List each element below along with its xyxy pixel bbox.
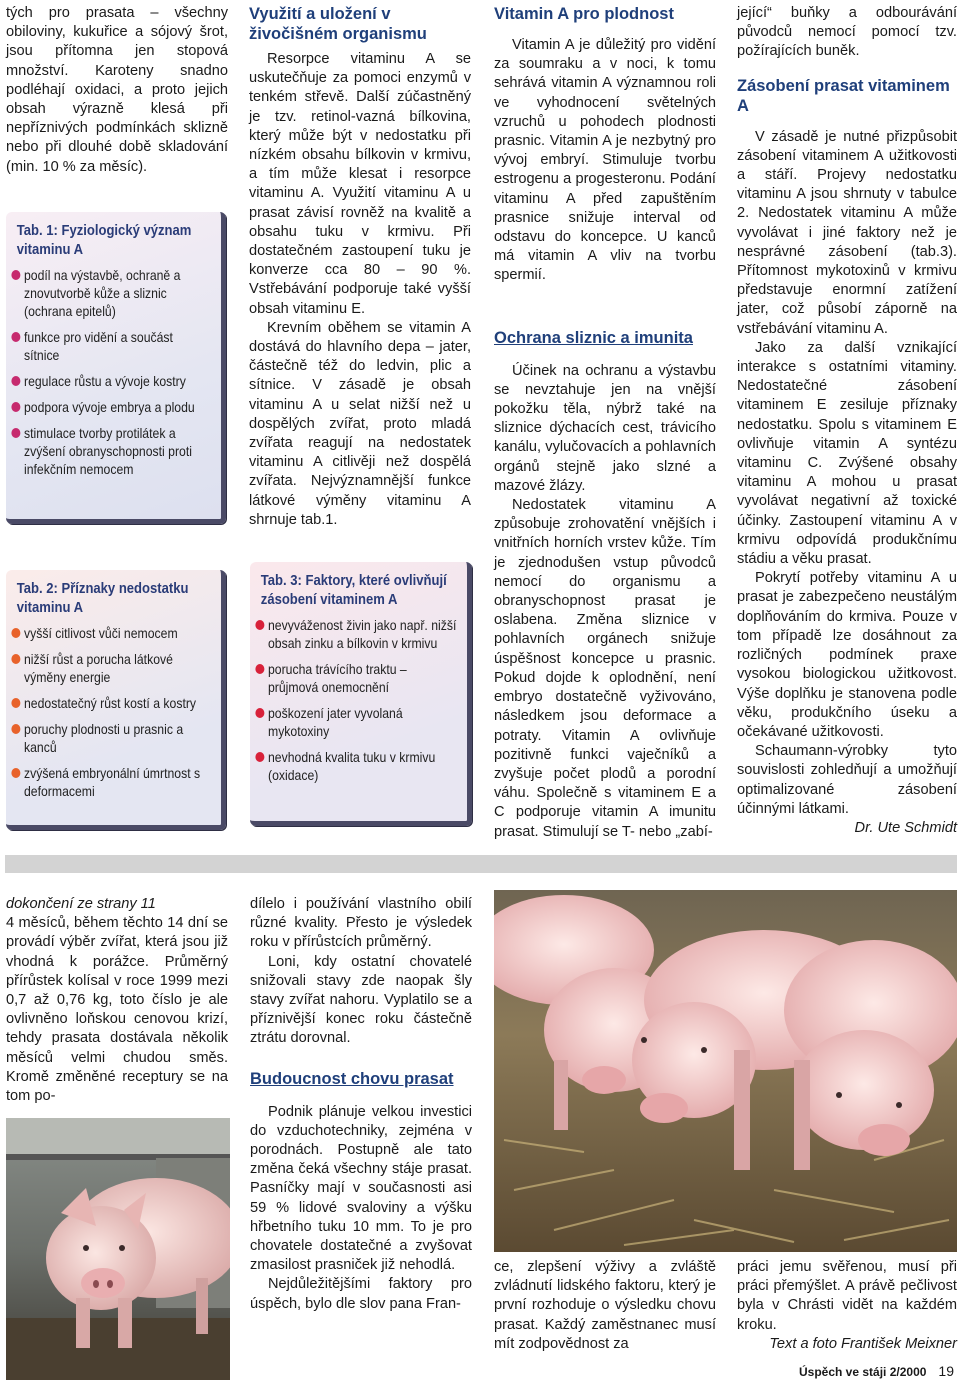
- list-item: regulace růstu a vývoje kostry: [24, 373, 211, 391]
- list-item: podpora vývoje embrya a plodu: [24, 399, 211, 417]
- bullet-dot-icon: [11, 332, 20, 342]
- list-item: stimulace tvorby protilátek a zvýšení obranyschopnosti proti infekčním nemocem: [24, 425, 211, 479]
- table-3-list: [250, 617, 467, 785]
- photo-credit: Text a foto František Meixner: [769, 1335, 957, 1352]
- list-item: poškození jater vyvolaná mykotoxiny: [268, 705, 457, 741]
- paragraph: dílelo i používání vlastního obilí různé kvality. Přesto je výsledek roku v přírůstcích průměrný.: [250, 896, 472, 951]
- paragraph: Účinek na ochranu a výstavbu se nevztahuje jen na vnější pokožku těla, nýbrž také na sliznice dýchacích cest, trávicího kanálu, vylučovacích a pohlavních orgánů stejně jako slzné a mazové žlázy.: [494, 362, 716, 494]
- journal-name: Úspěch ve stáji 2/2000: [799, 1365, 927, 1379]
- table-3-box: [250, 562, 472, 826]
- table-1-box: [6, 212, 226, 524]
- column-1-text: [6, 4, 228, 177]
- bottom-column-4-text: [737, 1258, 957, 1354]
- column-4-text: [737, 4, 957, 838]
- section-heading: Zásobení prasat vitaminem A: [737, 76, 950, 115]
- paragraph: Resorpce vitaminu A se uskutečňuje za pomoci enzymů v tenkém střevě. Další zúčastněný je tzv. retinol-vazná bílkovina, který může být v nedostatku při nízkém obsahu bílkovin v krmivu, a tím může klesat i resorpce vitaminu A. Využití vitaminu A u prasat závisí rovněž na kvalitě a obsahu tuku v krmivu. Při dostatečném zastoupení tuku je konverze cca 80 – 90 %. Vstřebávání podporuje také vyšší obsah vitaminu E.: [249, 51, 471, 317]
- paragraph: ce, zlepšení výživy a zvláště zvládnutí lidského faktoru, který je první rozhoduje o výsledku chovu prasat. Každý zaměstnanec musí mít zodpovědnost za: [494, 1259, 716, 1352]
- section-heading: Využití a uložení v živočišném organismu: [249, 5, 427, 43]
- bottom-column-3-text: [494, 1258, 716, 1354]
- paragraph: Nejdůležitějšími faktory pro úspěch, bylo dle slov pana Fran-: [250, 1276, 472, 1312]
- list-item: vyšší citlivost vůči nemocem: [24, 625, 211, 643]
- section-separator: [5, 855, 957, 873]
- bullet-dot-icon: [255, 620, 264, 630]
- bullet-dot-icon: [11, 270, 20, 280]
- paragraph: Podnik plánuje velkou investici do vzduchotechniky, zejména v porodnách. Postupně ale tato změna čeká všechny stáje prasat. Pasníčky mají v současnosti asi 59 % lidové svaloviny a výšku hřbetního tuku 10 mm. To je pro chovatele dostatečné a zvyšovat zmasilost prasniček již nehodlá.: [250, 1103, 472, 1274]
- bottom-column-2-text: [250, 895, 472, 1314]
- bullet-dot-icon: [11, 376, 20, 386]
- paragraph: práci jemu svěřenou, musí při práci přemýšlet. A právě pečlivost byla v Chrásti vidět na každém kroku.: [737, 1259, 957, 1333]
- paragraph: Krevním oběhem se vitamin A dostává do hlavního depa – jater, částečně též do ledvin, plic a sítnice. V zásadě je obsah vitaminu A u selat nižší než u dospělých zvířat, proto mladá zvířata reagují na nedostatek vitaminu A citlivěji než dospělá zvířata. Nejvýznamnější funkce látkové výměny vitaminu A shrnuje tab.1.: [249, 319, 471, 528]
- author-signature: Dr. Ute Schmidt: [854, 819, 957, 836]
- section-heading: Vitamin A pro plodnost: [494, 5, 674, 23]
- list-item: nedostatečný růst kostí a kostry: [24, 695, 211, 713]
- table-2-title: Tab. 2: Příznaky nedostatku vitaminu A: [16, 581, 189, 616]
- table-1-title: Tab. 1: Fyziologický význam vitaminu A: [16, 223, 192, 258]
- section-heading: Ochrana sliznic a imunita: [494, 328, 693, 347]
- list-item: zvýšená embryonální úmrtnost s deformacemi: [24, 765, 211, 801]
- page-footer: [799, 1363, 954, 1379]
- list-item: nevyváženost živin jako např. nižší obsah zinku a bílkovin v krmivu: [268, 617, 457, 653]
- paragraph: tých pro prasata – všechny obiloviny, kukuřice a sójový šrot, jsou přítomna jen stopová množství. Karoteny snadno podléhají oxidaci, a proto jejich obsah výrazně klesá při nepříznivých podmínkách sklizně nebo při dlouhé době skladování (min. 10 % za měsíc).: [6, 5, 228, 175]
- table-2-list: [6, 625, 221, 801]
- bullet-dot-icon: [11, 428, 20, 438]
- list-item: nižší růst a porucha látkové výměny energie: [24, 651, 211, 687]
- paragraph: Pokrytí potřeby vitaminu A u prasat je zabezpečeno neustálým doplňováním do krmiva. Pouze v tom případě lze dosáhnout za rozličných podmínek praxe vysokou biologickou užitkovost. Výše doplňku je stanovena podle věku, produkčního úseku a očekávané užitkovosti.: [737, 570, 957, 740]
- table-2-box: [6, 570, 226, 830]
- paragraph: Jako za další vznikající interakce s ostatními vitaminy. Nedostatečné zásobení vitaminem E zesiluje příznaky nedostatku. Spolu s vitaminem E ovlivňuje vitamin A syntézu vitaminu C. Zvýšené obsahy vitaminu A mohou u prasat vyvolávat negativní až toxické účinky. Zastoupení vitaminu A v krmivu odpovídá produkčnímu stádiu a věku prasat.: [737, 339, 957, 568]
- continued-from-note: dokončení ze strany 11: [6, 896, 156, 912]
- table-3-title: Tab. 3: Faktory, které ovlivňují zásobení vitaminem A: [260, 573, 447, 608]
- photo-piglets-on-straw: [494, 890, 957, 1252]
- bullet-dot-icon: [255, 752, 264, 762]
- bullet-dot-icon: [255, 708, 264, 718]
- bullet-dot-icon: [11, 724, 20, 734]
- column-3-text: [494, 4, 716, 842]
- paragraph: 4 měsíců, během těchto 14 dní se provádí výběr zvířat, která jsou již vhodná k porážce. Průměrný přírůstek kolísal v roce 1999 mezi 0,7 až 0,76 kg, toto číslo je ale ovlivněno loňskou cenovou krizí, tehdy prasata dostávala několik měsíců velmi chudou směs. Kromě změněné receptury se na tom po-: [6, 915, 228, 1105]
- bullet-dot-icon: [11, 628, 20, 638]
- section-heading: Budoucnost chovu prasat: [250, 1069, 454, 1088]
- list-item: porucha trávícího traktu – průjmová onemocnění: [268, 661, 457, 697]
- paragraph: Nedostatek vitaminu A způsobuje zrohovatění vnějších i vnitřních horních vrstev kůže. Tím je zjednodušen vstup původců nemocí do organismu a obranyschopnost prasat je oslabena. Změna sliznice v pohlavních orgánech snižuje úspěšnost koncepce u prasnic. Pokud dojde k oplodnění, není embryo dostatečně vyživováno, následkem jsou deformace a potraty. Vitamin A ovlivňuje pozitivně funkci vaječníků a zvyšuje počet plodů a porodní váhu. Společně s vitaminem E a C podporuje vitamin A imunitu prasat. Stimulují se T- nebo „zabí-: [494, 497, 716, 840]
- list-item: funkce pro vidění a součást sítnice: [24, 329, 211, 365]
- bullet-dot-icon: [11, 654, 20, 664]
- paragraph: Loni, kdy ostatní chovatelé snižovali stavy zde naopak šly stavy zvířat nahoru. Vyplatilo se a příznivější konec roku částečně ztrátu dorovnal.: [250, 953, 472, 1047]
- pig-photo-illustration: [6, 1118, 230, 1380]
- column-2-text: [249, 4, 471, 530]
- table-1-list: [6, 267, 221, 479]
- list-item: poruchy plodnosti u prasnic a kanců: [24, 721, 211, 757]
- page-number: 19: [938, 1363, 954, 1379]
- list-item: nevhodná kvalita tuku v krmivu (oxidace): [268, 749, 457, 785]
- paragraph: Vitamin A je důležitý pro vidění za soumraku a v noci, k tomu sehrává vitamin A významnou roli ve vyhodnocení světelných vzruchů u pohodech plodnosti prasnic. Vitamin A je nezbytný pro vývoj embryí. Stimuluje tvorbu estrogenu a progesteronu. Podání vitaminu A před zapuštěním prasnice snižuje interval od odstavu do koncepce. U kanců má vitamin A vliv na tvorbu spermií.: [494, 37, 716, 284]
- paragraph: jející“ buňky a odbourávání původců nemocí pomocí tzv. požírajících buněk.: [737, 5, 957, 60]
- photo-pig-in-pen: [6, 1118, 230, 1380]
- bullet-dot-icon: [11, 768, 20, 778]
- bullet-dot-icon: [11, 402, 20, 412]
- bullet-dot-icon: [255, 664, 264, 674]
- paragraph: V zásadě je nutné přizpůsobit zásobení vitaminem A užitkovosti a stáří. Projevy nedostatku vitaminu A jsou shrnuty v tabulce 2. Nedostatek vitaminu A může vyvolávat i jiné faktory než je nesprávné zásobení (tab.3). Přítomnost mykotoxinů v krmivu představuje enormní zatížení jater, což působí záporně na vstřebávání vitaminu A.: [737, 128, 957, 337]
- list-item: podíl na výstavbě, ochraně a znovutvorbě kůže a sliznic (ochrana epitelů): [24, 267, 211, 321]
- bullet-dot-icon: [11, 698, 20, 708]
- piglets-photo-illustration: [494, 890, 957, 1252]
- paragraph: Schaumann-výrobky tyto souvislosti zohledňují a umožňují optimalizované zásobení účinnými látkami.: [737, 743, 957, 817]
- bottom-column-1-text: [6, 895, 228, 1106]
